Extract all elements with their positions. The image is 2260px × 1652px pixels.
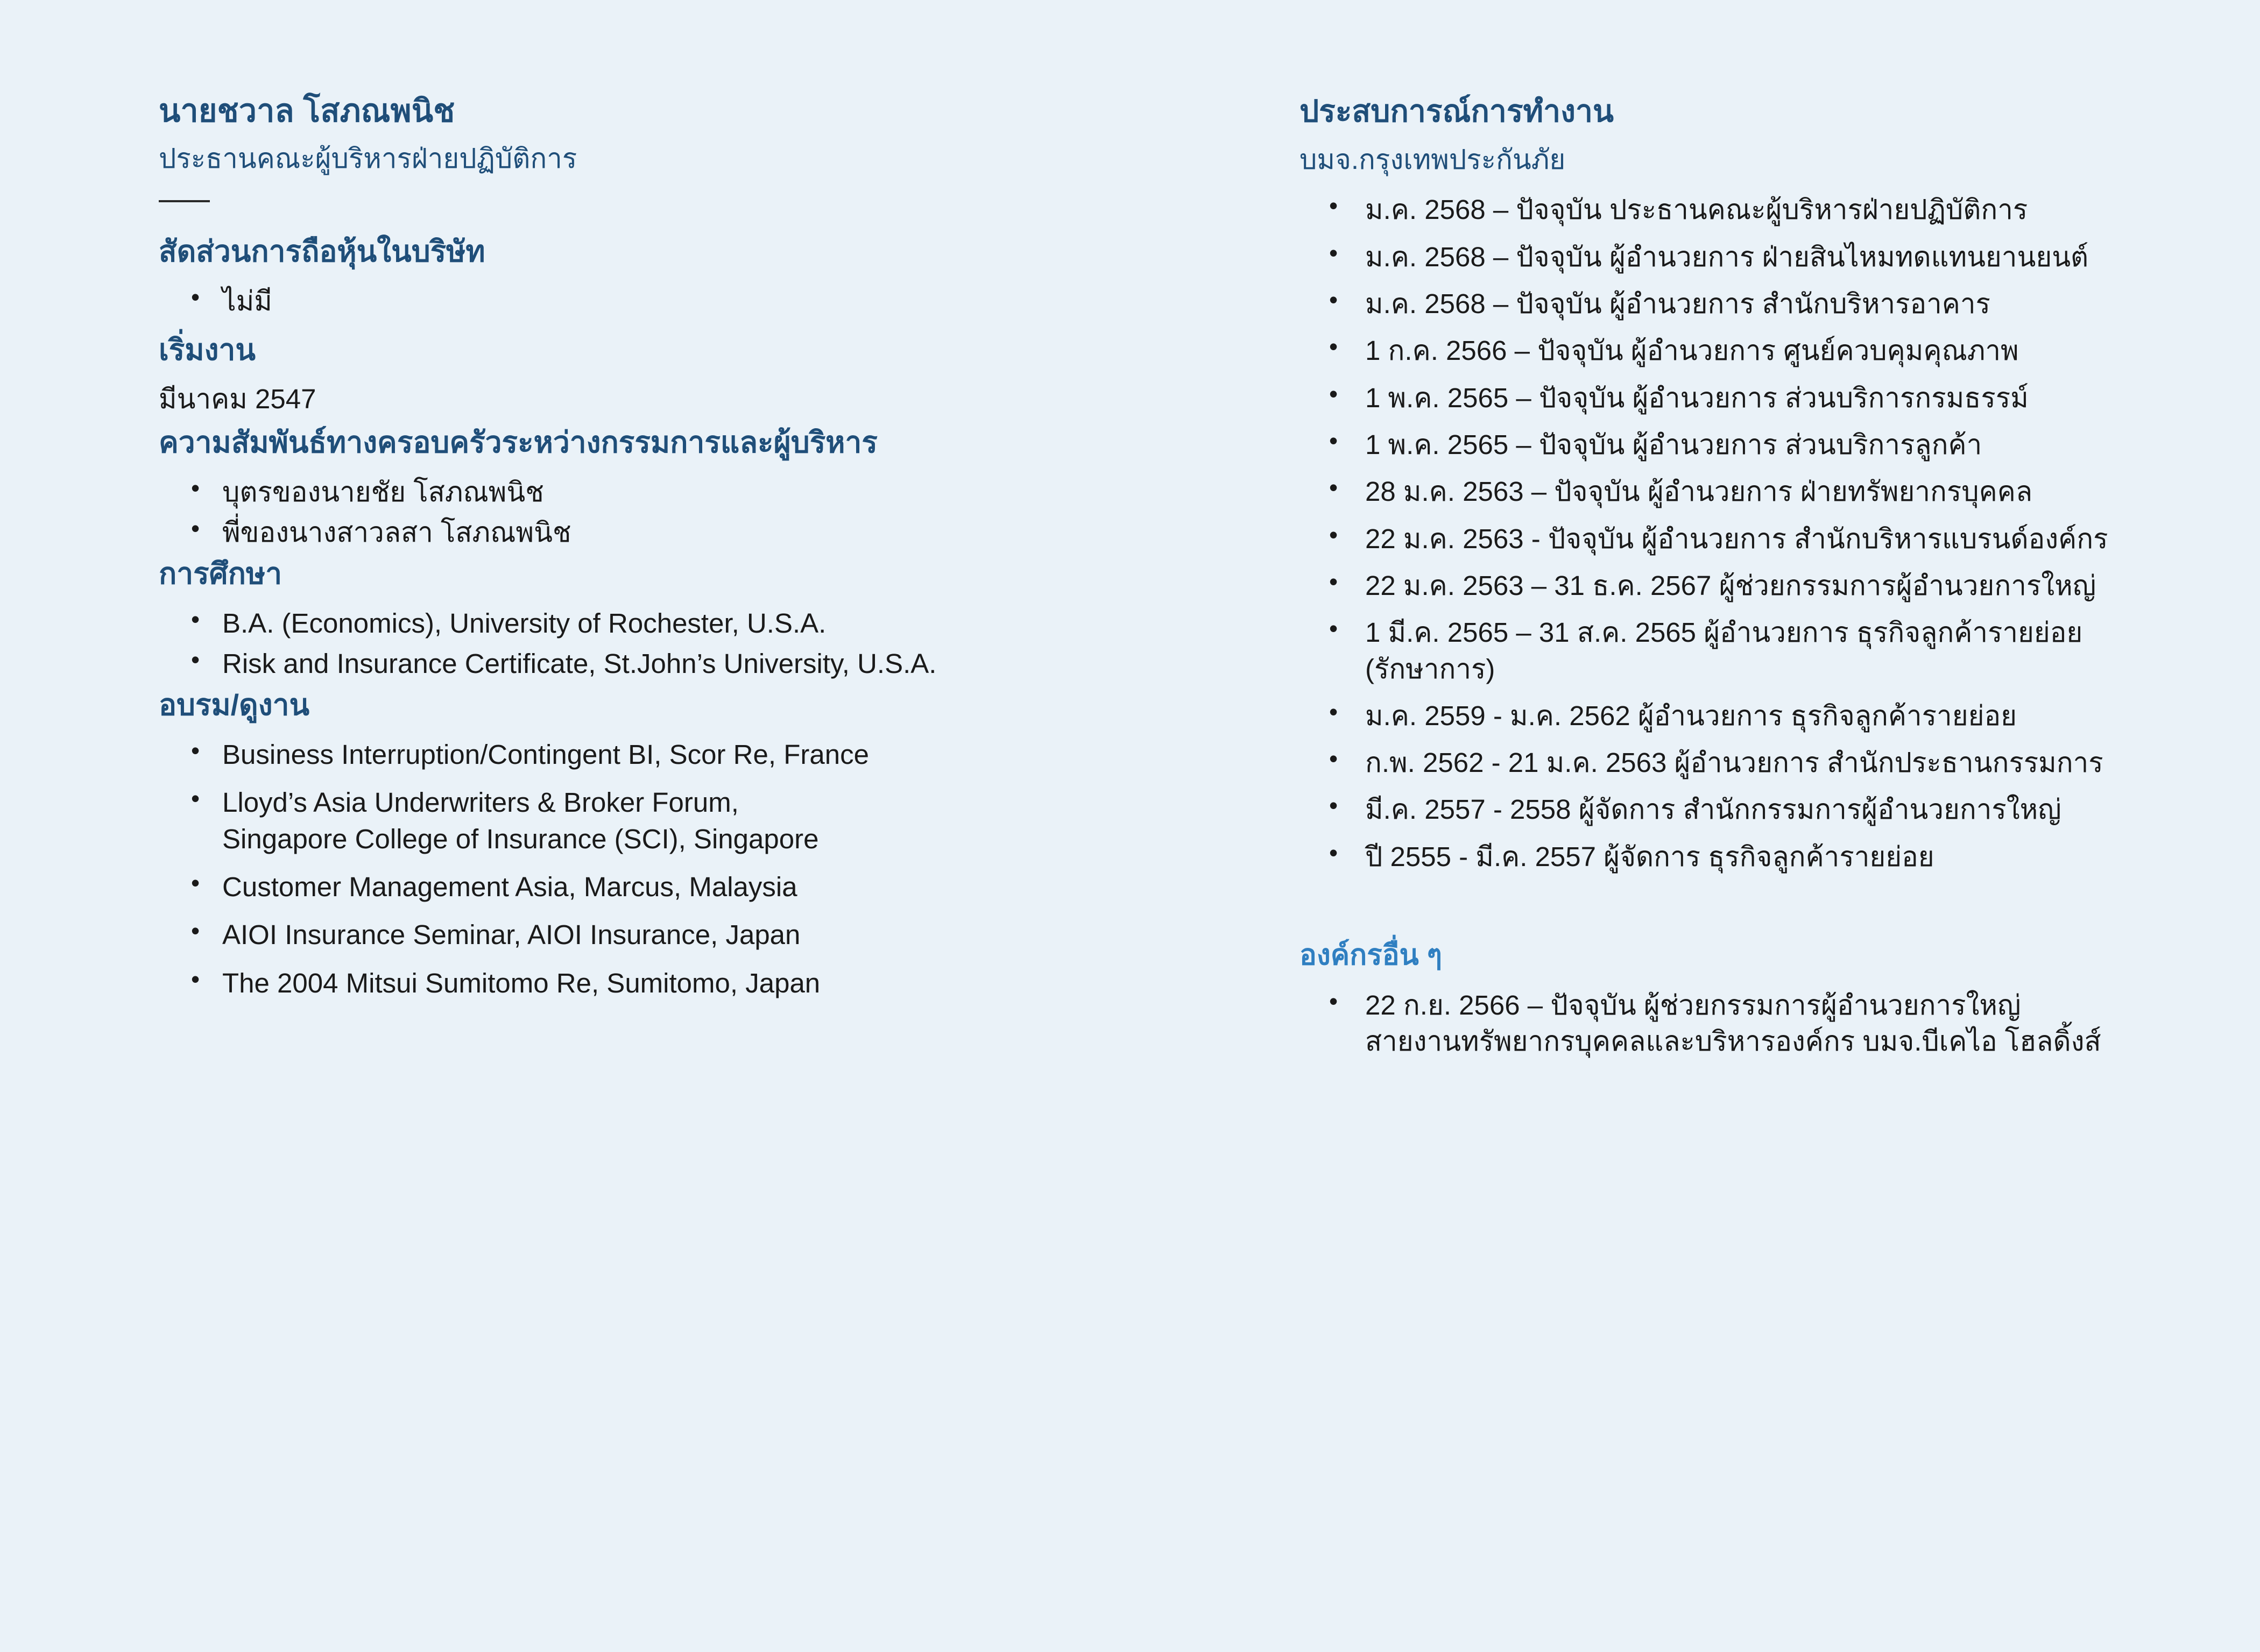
list-item: • ปี 2555 - มี.ค. 2557 ผู้จัดการ ธุรกิจลูกค้ารายย่อย — [1300, 839, 2260, 875]
list-item: • 22 ม.ค. 2563 – 31 ธ.ค. 2567 ผู้ช่วยกรรมการผู้อำนวยการใหญ่ — [1300, 568, 2260, 604]
list-item-line-1: • 22 ก.ย. 2566 – ปัจจุบัน ผู้ช่วยกรรมการผู้อำนวยการใหญ่ — [1365, 989, 2021, 1020]
experience-list — [1300, 192, 2260, 875]
other-organizations-heading: องค์กรอื่น ๆ — [1300, 939, 1442, 972]
list-item: • 28 ม.ค. 2563 – ปัจจุบัน ผู้อำนวยการ ฝ่ายทรัพยากรบุคคล — [1300, 473, 2260, 509]
training-list — [159, 736, 1160, 1001]
left-column — [159, 91, 1160, 1013]
list-item: • Business Interruption/Contingent BI, Scor Re, France — [159, 736, 1160, 772]
family-relation-heading: ความสัมพันธ์ทางครอบครัวระหว่างกรรมการและผู้บริหาร — [159, 426, 878, 459]
list-item: • ม.ค. 2568 – ปัจจุบัน ผู้อำนวยการ สำนักบริหารอาคาร — [1300, 286, 2260, 322]
start-work-heading: เริ่มงาน — [159, 332, 256, 366]
person-role: ประธานคณะผู้บริหารฝ่ายปฏิบัติการ — [159, 143, 577, 174]
list-item-line-1: • Lloyd’s Asia Underwriters & Broker Forum, — [222, 787, 739, 818]
training-heading: อบรม/ดูงาน — [159, 688, 310, 722]
list-item: • ม.ค. 2568 – ปัจจุบัน ผู้อำนวยการ ฝ่ายสินไหมทดแทนยานยนต์ — [1300, 239, 2260, 275]
list-item-line-2: Singapore College of Insurance (SCI), Singapore — [222, 823, 819, 854]
list-item: • 1 พ.ค. 2565 – ปัจจุบัน ผู้อำนวยการ ส่วนบริการกรมธรรม์ — [1300, 380, 2260, 416]
experience-heading: ประสบการณ์การทำงาน — [1300, 94, 1614, 129]
list-item: • พี่ของนางสาวลสา โสภณพนิช — [159, 514, 1160, 550]
section-spacer — [1300, 885, 2260, 937]
shareholding-heading: สัดส่วนการถือหุ้นในบริษัท — [159, 235, 485, 268]
list-item-line-1: • 1 มี.ค. 2565 – 31 ส.ค. 2565 ผู้อำนวยการ ธุรกิจลูกค้ารายย่อย — [1365, 617, 2083, 648]
experience-company: บมจ.กรุงเทพประกันภัย — [1300, 144, 1566, 175]
education-heading: การศึกษา — [159, 557, 282, 591]
other-organizations-list — [1300, 987, 2260, 1060]
list-item-line-2: สายงานทรัพยากรบุคคลและบริหารองค์กร บมจ.บีเคไอ โฮลดิ้งส์ — [1365, 1026, 2101, 1057]
list-item — [1300, 987, 2260, 1060]
list-item: • ม.ค. 2568 – ปัจจุบัน ประธานคณะผู้บริหารฝ่ายปฏิบัติการ — [1300, 192, 2260, 228]
family-relation-list — [159, 474, 1160, 551]
right-column — [1160, 91, 2260, 1070]
list-item — [1300, 614, 2260, 687]
list-item: • AIOI Insurance Seminar, AIOI Insurance, Japan — [159, 917, 1160, 953]
list-item: • บุตรของนายชัย โสภณพนิช — [159, 474, 1160, 510]
list-item: • 1 ก.ค. 2566 – ปัจจุบัน ผู้อำนวยการ ศูนย์ควบคุมคุณภาพ — [1300, 332, 2260, 368]
list-item: • ม.ค. 2559 - ม.ค. 2562 ผู้อำนวยการ ธุรกิจลูกค้ารายย่อย — [1300, 698, 2260, 734]
list-item — [159, 784, 1160, 857]
two-column-layout — [159, 91, 2152, 1070]
divider — [159, 200, 210, 202]
list-item: • B.A. (Economics), University of Rochester, U.S.A. — [159, 605, 1160, 641]
list-item: • ก.พ. 2562 - 21 ม.ค. 2563 ผู้อำนวยการ สำนักประธานกรรมการ — [1300, 745, 2260, 781]
shareholding-list — [159, 283, 1160, 319]
list-item: • 22 ม.ค. 2563 - ปัจจุบัน ผู้อำนวยการ สำนักบริหารแบรนด์องค์กร — [1300, 521, 2260, 557]
list-item: • Risk and Insurance Certificate, St.John’s University, U.S.A. — [159, 646, 1160, 682]
list-item: • Customer Management Asia, Marcus, Malaysia — [159, 869, 1160, 905]
list-item-line-2: (รักษาการ) — [1365, 653, 1495, 684]
start-work-value: มีนาคม 2547 — [159, 384, 316, 415]
person-name: นายชวาล โสภณพนิช — [159, 93, 455, 129]
list-item: • ไม่มี — [159, 283, 1160, 319]
list-item: • The 2004 Mitsui Sumitomo Re, Sumitomo, Japan — [159, 965, 1160, 1001]
list-item: • มี.ค. 2557 - 2558 ผู้จัดการ สำนักกรรมการผู้อำนวยการใหญ่ — [1300, 791, 2260, 827]
list-item: • 1 พ.ค. 2565 – ปัจจุบัน ผู้อำนวยการ ส่วนบริการลูกค้า — [1300, 427, 2260, 463]
education-list — [159, 605, 1160, 682]
